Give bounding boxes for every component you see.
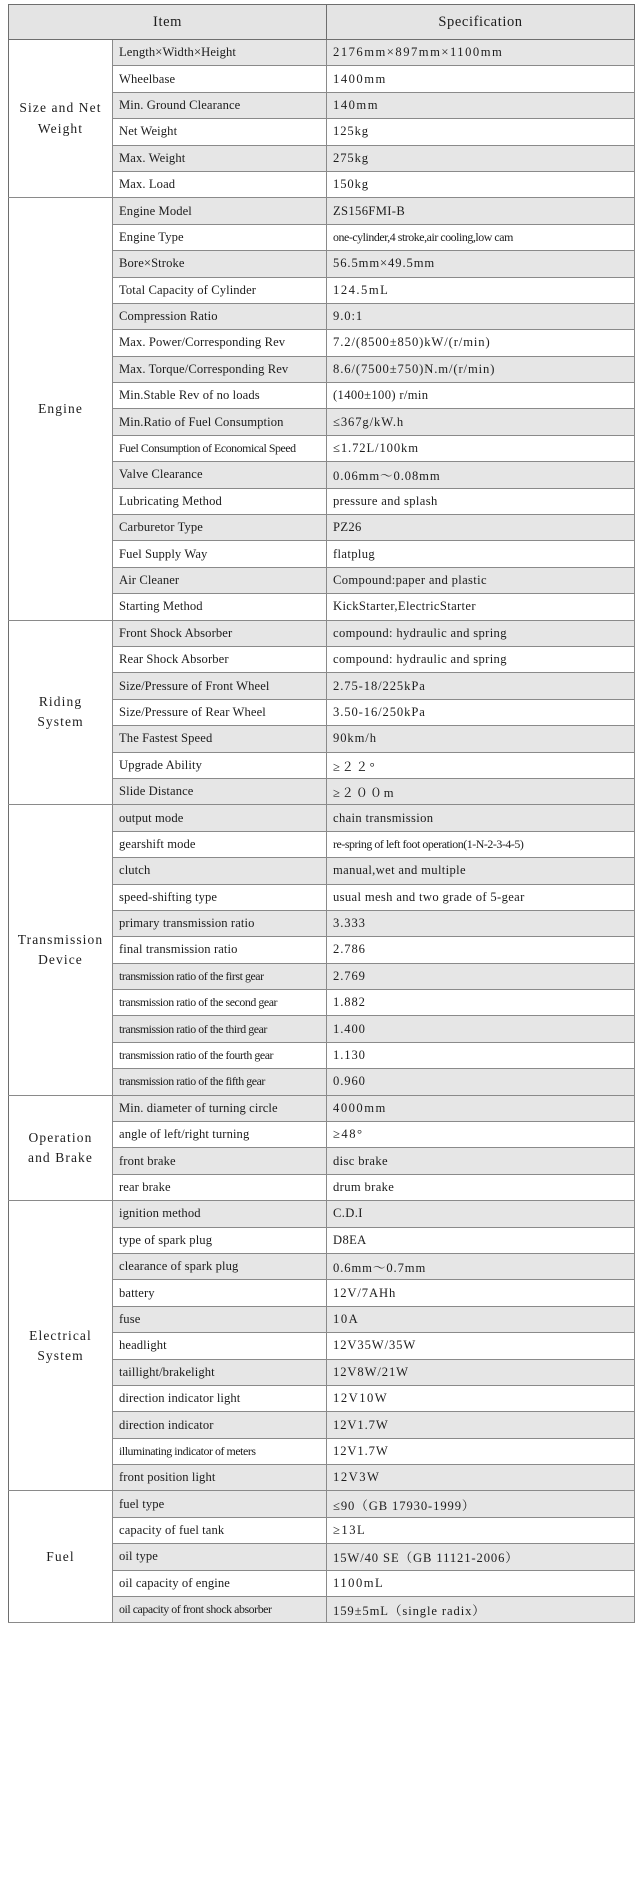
row-item-label: Max. Torque/Corresponding Rev bbox=[113, 356, 327, 382]
row-value: 3.50-16/250kPa bbox=[327, 699, 635, 725]
row-value: usual mesh and two grade of 5-gear bbox=[327, 884, 635, 910]
row-item-label: Min. Ground Clearance bbox=[113, 92, 327, 118]
row-item-label: Carburetor Type bbox=[113, 515, 327, 541]
row-item-label: Rear Shock Absorber bbox=[113, 646, 327, 672]
row-item-label: Bore×Stroke bbox=[113, 251, 327, 277]
row-value: 56.5mm×49.5mm bbox=[327, 251, 635, 277]
row-value: flatplug bbox=[327, 541, 635, 567]
row-value: 0.960 bbox=[327, 1069, 635, 1095]
row-item-label: capacity of fuel tank bbox=[113, 1517, 327, 1543]
row-item-label: battery bbox=[113, 1280, 327, 1306]
row-value: 7.2/(8500±850)kW/(r/min) bbox=[327, 330, 635, 356]
row-item-label: gearshift mode bbox=[113, 831, 327, 857]
row-item-label: Max. Load bbox=[113, 171, 327, 197]
row-item-label: Lubricating Method bbox=[113, 488, 327, 514]
row-item-label: ignition method bbox=[113, 1201, 327, 1227]
row-value: 3.333 bbox=[327, 910, 635, 936]
row-value: D8EA bbox=[327, 1227, 635, 1253]
row-value: 2176mm×897mm×1100mm bbox=[327, 40, 635, 66]
row-item-label: Engine Type bbox=[113, 224, 327, 250]
row-value: ≤90（GB 17930-1999） bbox=[327, 1491, 635, 1517]
row-item-label: transmission ratio of the fifth gear bbox=[113, 1069, 327, 1095]
row-item-label: Air Cleaner bbox=[113, 567, 327, 593]
row-item-label: Engine Model bbox=[113, 198, 327, 224]
row-item-label: Max. Power/Corresponding Rev bbox=[113, 330, 327, 356]
row-value: 15W/40 SE（GB 11121-2006） bbox=[327, 1544, 635, 1570]
table-row bbox=[9, 1491, 635, 1517]
row-value: ≥13L bbox=[327, 1517, 635, 1543]
row-item-label: Compression Ratio bbox=[113, 303, 327, 329]
table-row bbox=[9, 1201, 635, 1227]
row-item-label: Fuel Supply Way bbox=[113, 541, 327, 567]
row-value: 1100mL bbox=[327, 1570, 635, 1596]
row-value: 2.75-18/225kPa bbox=[327, 673, 635, 699]
group-label: Engine bbox=[9, 198, 113, 620]
row-value: ≥２００m bbox=[327, 778, 635, 804]
row-item-label: front brake bbox=[113, 1148, 327, 1174]
row-item-label: transmission ratio of the third gear bbox=[113, 1016, 327, 1042]
row-value: ≤1.72L/100km bbox=[327, 435, 635, 461]
group-label: Riding System bbox=[9, 620, 113, 805]
row-item-label: clearance of spark plug bbox=[113, 1253, 327, 1279]
row-item-label: transmission ratio of the first gear bbox=[113, 963, 327, 989]
row-item-label: Min.Ratio of Fuel Consumption bbox=[113, 409, 327, 435]
row-item-label: Valve Clearance bbox=[113, 462, 327, 488]
row-item-label: Max. Weight bbox=[113, 145, 327, 171]
row-item-label: Size/Pressure of Front Wheel bbox=[113, 673, 327, 699]
table-row bbox=[9, 198, 635, 224]
row-item-label: clutch bbox=[113, 858, 327, 884]
row-value: 8.6/(7500±750)N.m/(r/min) bbox=[327, 356, 635, 382]
row-value: 1.400 bbox=[327, 1016, 635, 1042]
row-value: Compound:paper and plastic bbox=[327, 567, 635, 593]
row-item-label: Slide Distance bbox=[113, 778, 327, 804]
row-value: KickStarter,ElectricStarter bbox=[327, 594, 635, 620]
specification-table bbox=[8, 4, 635, 1623]
row-value: 275kg bbox=[327, 145, 635, 171]
table-header bbox=[9, 5, 635, 40]
row-value: compound: hydraulic and spring bbox=[327, 620, 635, 646]
row-value: 12V1.7W bbox=[327, 1438, 635, 1464]
row-item-label: Fuel Consumption of Economical Speed bbox=[113, 435, 327, 461]
row-value: 1.130 bbox=[327, 1042, 635, 1068]
row-item-label: oil capacity of front shock absorber bbox=[113, 1597, 327, 1623]
row-item-label: direction indicator bbox=[113, 1412, 327, 1438]
table-row bbox=[9, 1095, 635, 1121]
row-value: 0.6mm～0.7mm bbox=[327, 1253, 635, 1279]
row-value: 1400mm bbox=[327, 66, 635, 92]
row-value: pressure and splash bbox=[327, 488, 635, 514]
row-item-label: Length×Width×Height bbox=[113, 40, 327, 66]
group-label: Fuel bbox=[9, 1491, 113, 1623]
group-label: Size and Net Weight bbox=[9, 40, 113, 198]
row-value: 0.06mm～0.08mm bbox=[327, 462, 635, 488]
row-item-label: Min. diameter of turning circle bbox=[113, 1095, 327, 1121]
table-row bbox=[9, 40, 635, 66]
row-value: 150kg bbox=[327, 171, 635, 197]
row-item-label: illuminating indicator of meters bbox=[113, 1438, 327, 1464]
row-value: 12V1.7W bbox=[327, 1412, 635, 1438]
row-value: 12V10W bbox=[327, 1385, 635, 1411]
row-value: 1.882 bbox=[327, 990, 635, 1016]
row-value: ZS156FMI-B bbox=[327, 198, 635, 224]
row-value: drum brake bbox=[327, 1174, 635, 1200]
row-item-label: oil type bbox=[113, 1544, 327, 1570]
row-value: 9.0:1 bbox=[327, 303, 635, 329]
row-value: 10A bbox=[327, 1306, 635, 1332]
row-item-label: fuel type bbox=[113, 1491, 327, 1517]
row-item-label: The Fastest Speed bbox=[113, 726, 327, 752]
row-value: disc brake bbox=[327, 1148, 635, 1174]
row-item-label: Min.Stable Rev of no loads bbox=[113, 383, 327, 409]
row-value: compound: hydraulic and spring bbox=[327, 646, 635, 672]
row-item-label: final transmission ratio bbox=[113, 937, 327, 963]
row-item-label: front position light bbox=[113, 1465, 327, 1491]
row-item-label: Starting Method bbox=[113, 594, 327, 620]
row-item-label: angle of left/right turning bbox=[113, 1122, 327, 1148]
row-item-label: transmission ratio of the second gear bbox=[113, 990, 327, 1016]
row-value: chain transmission bbox=[327, 805, 635, 831]
row-value: (1400±100) r/min bbox=[327, 383, 635, 409]
row-item-label: direction indicator light bbox=[113, 1385, 327, 1411]
table-body bbox=[9, 40, 635, 1623]
row-item-label: primary transmission ratio bbox=[113, 910, 327, 936]
row-item-label: type of spark plug bbox=[113, 1227, 327, 1253]
row-item-label: taillight/brakelight bbox=[113, 1359, 327, 1385]
group-label: Operation and Brake bbox=[9, 1095, 113, 1201]
row-value: C.D.I bbox=[327, 1201, 635, 1227]
table-row bbox=[9, 805, 635, 831]
row-value: 12V35W/35W bbox=[327, 1333, 635, 1359]
row-item-label: transmission ratio of the fourth gear bbox=[113, 1042, 327, 1068]
row-item-label: Front Shock Absorber bbox=[113, 620, 327, 646]
row-value: 2.769 bbox=[327, 963, 635, 989]
group-label: Transmission Device bbox=[9, 805, 113, 1095]
row-value: 140mm bbox=[327, 92, 635, 118]
header-specification: Specification bbox=[327, 5, 635, 40]
row-value: 12V8W/21W bbox=[327, 1359, 635, 1385]
row-value: ≤367g/kW.h bbox=[327, 409, 635, 435]
row-value: one-cylinder,4 stroke,air cooling,low cam bbox=[327, 224, 635, 250]
header-row bbox=[9, 5, 635, 40]
row-value: manual,wet and multiple bbox=[327, 858, 635, 884]
row-item-label: speed-shifting type bbox=[113, 884, 327, 910]
row-item-label: headlight bbox=[113, 1333, 327, 1359]
row-item-label: rear brake bbox=[113, 1174, 327, 1200]
row-value: 125kg bbox=[327, 119, 635, 145]
group-label: Electrical System bbox=[9, 1201, 113, 1491]
header-item: Item bbox=[9, 5, 327, 40]
row-value: ≥48° bbox=[327, 1122, 635, 1148]
row-item-label: output mode bbox=[113, 805, 327, 831]
row-value: 90km/h bbox=[327, 726, 635, 752]
row-value: 12V3W bbox=[327, 1465, 635, 1491]
row-item-label: oil capacity of engine bbox=[113, 1570, 327, 1596]
row-item-label: fuse bbox=[113, 1306, 327, 1332]
row-value: 2.786 bbox=[327, 937, 635, 963]
row-item-label: Total Capacity of Cylinder bbox=[113, 277, 327, 303]
row-item-label: Upgrade Ability bbox=[113, 752, 327, 778]
row-value: re-spring of left foot operation(1-N-2-3-4-5) bbox=[327, 831, 635, 857]
row-value: PZ26 bbox=[327, 515, 635, 541]
row-value: 159±5mL（single radix） bbox=[327, 1597, 635, 1623]
row-value: 124.5mL bbox=[327, 277, 635, 303]
row-item-label: Net Weight bbox=[113, 119, 327, 145]
row-item-label: Wheelbase bbox=[113, 66, 327, 92]
table-row bbox=[9, 620, 635, 646]
row-value: 4000mm bbox=[327, 1095, 635, 1121]
row-value: 12V/7AHh bbox=[327, 1280, 635, 1306]
row-value: ≥２２° bbox=[327, 752, 635, 778]
row-item-label: Size/Pressure of Rear Wheel bbox=[113, 699, 327, 725]
